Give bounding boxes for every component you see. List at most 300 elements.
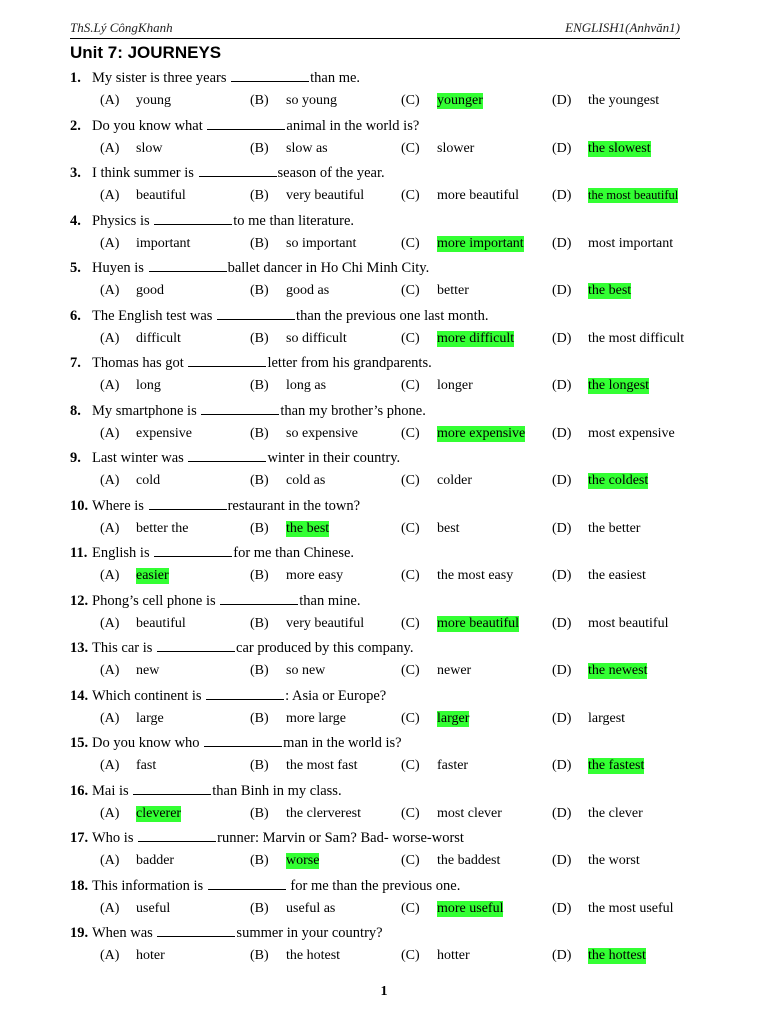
answer-option <box>100 426 192 442</box>
question-text-after-blank: restaurant in the town? <box>227 497 361 514</box>
option-text-highlighted: the longest <box>588 378 650 393</box>
answer-option <box>100 188 186 204</box>
option-letter: (A) <box>100 188 120 203</box>
option-letter: (C) <box>401 93 420 108</box>
option-letter: (C) <box>401 805 420 821</box>
option-text: large <box>136 710 164 726</box>
question-number: 1. <box>70 70 81 86</box>
option-text: slow as <box>286 140 328 156</box>
option-letter: (A) <box>100 710 120 726</box>
option-letter: (B) <box>250 473 269 488</box>
question-stem <box>70 545 354 562</box>
answer-blank <box>133 784 211 795</box>
option-letter: (C) <box>401 615 420 631</box>
question-text-after-blank: than my brother’s phone. <box>280 402 426 419</box>
answer-option <box>401 93 483 109</box>
author-name: ThS.Lý CôngKhanh <box>70 20 173 35</box>
question-number: 19. <box>70 925 89 941</box>
option-text: the youngest <box>588 93 660 108</box>
option-text: hoter <box>136 948 165 963</box>
answer-option <box>401 758 468 774</box>
answer-option <box>552 188 678 204</box>
option-letter: (D) <box>552 520 572 536</box>
course-name: ENGLISH1(Anhvăn1) <box>565 20 680 35</box>
option-letter: (A) <box>100 235 120 251</box>
answer-option <box>401 663 471 679</box>
option-letter: (D) <box>552 900 572 916</box>
question-text-after-blank: to me than literature. <box>233 212 355 229</box>
question-text-after-blank: than mine. <box>299 592 361 609</box>
answer-option <box>100 521 188 537</box>
option-text: colder <box>437 473 472 488</box>
answer-blank <box>217 309 295 320</box>
option-text: expensive <box>136 425 192 441</box>
question-stem <box>70 118 419 135</box>
answer-option <box>401 331 514 347</box>
answer-option <box>250 901 335 917</box>
question-number: 13. <box>70 640 89 656</box>
option-letter: (C) <box>401 378 420 393</box>
question-text-before-blank: Who is <box>92 830 138 846</box>
option-letter: (C) <box>401 425 420 441</box>
option-letter: (C) <box>401 520 420 536</box>
option-text: cold as <box>286 473 326 488</box>
option-letter: (B) <box>250 188 269 203</box>
answer-option <box>552 853 640 869</box>
answer-option <box>100 711 164 727</box>
answer-option <box>100 93 171 109</box>
answer-blank <box>208 879 286 890</box>
answer-option <box>552 616 669 632</box>
answer-option <box>250 948 340 964</box>
option-text: fast <box>136 758 157 773</box>
option-letter: (B) <box>250 568 269 583</box>
option-text: so important <box>286 235 357 251</box>
question-number: 5. <box>70 260 81 276</box>
answer-option <box>552 758 644 774</box>
answer-option <box>552 236 673 252</box>
answer-option <box>552 901 674 917</box>
option-letter: (B) <box>250 900 269 916</box>
question-text-before-blank: I think summer is <box>92 165 198 181</box>
option-text: the clerverest <box>286 805 362 821</box>
option-letter: (A) <box>100 568 120 583</box>
option-letter: (B) <box>250 520 269 536</box>
answer-option <box>250 758 358 774</box>
option-letter: (B) <box>250 663 269 678</box>
question-text-after-blank: animal in the world is? <box>286 117 420 134</box>
option-text-highlighted: more useful <box>437 900 504 916</box>
option-letter: (C) <box>401 853 420 868</box>
question-item <box>70 640 690 688</box>
question-item <box>70 308 690 356</box>
answer-blank <box>220 594 298 605</box>
option-letter: (C) <box>401 663 420 678</box>
answer-option <box>552 806 643 822</box>
question-item <box>70 118 690 166</box>
option-letter: (D) <box>552 378 572 393</box>
option-letter: (A) <box>100 378 120 393</box>
option-text: largest <box>588 710 626 726</box>
option-letter: (A) <box>100 853 120 868</box>
option-letter: (A) <box>100 805 120 821</box>
question-text-after-blank: man in the world is? <box>283 735 402 751</box>
answer-option <box>552 141 651 157</box>
option-text: long <box>136 378 161 393</box>
option-text: the worst <box>588 853 640 868</box>
answer-option <box>552 521 640 537</box>
answer-option <box>250 616 364 632</box>
option-letter: (D) <box>552 425 572 441</box>
question-number: 6. <box>70 307 81 324</box>
answer-option <box>401 806 502 822</box>
question-number: 15. <box>70 735 89 751</box>
option-letter: (D) <box>552 235 572 251</box>
question-text-before-blank: This information is <box>92 877 207 894</box>
question-text-before-blank: When was <box>92 925 157 941</box>
answer-option <box>250 93 337 109</box>
option-letter: (D) <box>552 473 572 488</box>
question-item <box>70 213 690 261</box>
question-text-before-blank: Which continent is <box>92 687 206 704</box>
option-text-highlighted: more important <box>437 235 524 251</box>
question-item <box>70 450 690 498</box>
option-text-highlighted: the slowest <box>588 140 651 156</box>
question-item <box>70 878 690 926</box>
question-stem <box>70 308 489 325</box>
answer-option <box>552 711 625 727</box>
question-text-before-blank: My sister is three years <box>92 70 231 86</box>
answer-blank <box>149 261 227 272</box>
option-letter: (A) <box>100 425 120 441</box>
answer-option <box>100 948 165 964</box>
question-stem <box>70 688 386 705</box>
answer-option <box>401 711 469 727</box>
answer-option <box>250 806 361 822</box>
option-letter: (D) <box>552 758 572 773</box>
answer-option <box>100 853 174 869</box>
answer-option <box>250 426 358 442</box>
option-text: most clever <box>437 805 502 821</box>
question-number: 7. <box>70 355 81 371</box>
option-letter: (D) <box>552 330 572 346</box>
question-item <box>70 925 690 973</box>
answer-option <box>401 378 473 394</box>
answer-option <box>250 236 356 252</box>
option-letter: (A) <box>100 900 120 916</box>
option-letter: (C) <box>401 235 420 251</box>
answer-blank <box>204 736 282 747</box>
question-text-before-blank: Physics is <box>92 212 154 229</box>
option-text-highlighted: easier <box>136 568 169 583</box>
answer-option <box>250 141 328 157</box>
question-text-before-blank: Phong’s cell phone is <box>92 592 220 609</box>
option-letter: (D) <box>552 948 572 963</box>
option-letter: (A) <box>100 140 120 156</box>
option-letter: (A) <box>100 330 120 346</box>
question-text-before-blank: Do you know who <box>92 735 204 751</box>
option-letter: (A) <box>100 473 120 488</box>
question-stem <box>70 830 464 847</box>
option-text: better <box>437 283 469 298</box>
question-text-before-blank: Do you know what <box>92 117 207 134</box>
question-item <box>70 403 690 451</box>
question-text-before-blank: My smartphone is <box>92 402 201 419</box>
question-item <box>70 498 690 546</box>
option-letter: (D) <box>552 710 572 726</box>
option-text: the most difficult <box>588 330 685 346</box>
question-number: 4. <box>70 212 81 229</box>
answer-blank <box>154 546 232 557</box>
option-text: so difficult <box>286 330 347 346</box>
answer-blank <box>207 119 285 130</box>
option-text: the clever <box>588 805 643 821</box>
answer-option <box>100 663 159 679</box>
question-text-after-blank: for me than Chinese. <box>233 545 355 561</box>
answer-blank <box>188 451 266 462</box>
option-letter: (D) <box>552 853 572 868</box>
question-text-before-blank: Last winter was <box>92 450 188 466</box>
question-text-after-blank: : Asia or Europe? <box>285 687 387 704</box>
option-text-highlighted: the coldest <box>588 473 649 488</box>
question-item <box>70 783 690 831</box>
answer-option <box>100 806 181 822</box>
option-text: slower <box>437 140 475 156</box>
answer-option <box>100 331 181 347</box>
answer-blank <box>157 641 235 652</box>
question-number: 16. <box>70 782 89 799</box>
question-item <box>70 593 690 641</box>
question-item <box>70 735 690 783</box>
answer-option <box>250 473 325 489</box>
option-letter: (B) <box>250 710 269 726</box>
option-letter: (D) <box>552 663 572 678</box>
question-number: 11. <box>70 545 88 561</box>
question-stem <box>70 593 361 610</box>
option-text: very beautiful <box>286 615 365 631</box>
answer-blank <box>201 404 279 415</box>
answer-option <box>552 568 646 584</box>
option-text: new <box>136 663 160 678</box>
answer-blank <box>231 71 309 82</box>
question-item <box>70 830 690 878</box>
question-stem <box>70 925 383 942</box>
option-text: most expensive <box>588 425 675 441</box>
question-text-after-blank: than Binh in my class. <box>212 782 342 799</box>
option-letter: (B) <box>250 853 269 868</box>
answer-option <box>401 948 470 964</box>
answer-option <box>552 426 675 442</box>
option-letter: (C) <box>401 568 420 583</box>
question-item <box>70 688 690 736</box>
question-number: 2. <box>70 117 81 134</box>
answer-option <box>250 711 346 727</box>
answer-blank <box>154 214 232 225</box>
option-text: the easiest <box>588 568 646 583</box>
question-text-before-blank: Where is <box>92 497 148 514</box>
option-text: the most easy <box>437 568 514 583</box>
answer-option <box>401 283 469 299</box>
question-number: 14. <box>70 687 89 704</box>
answer-option <box>552 663 647 679</box>
answer-option <box>552 283 631 299</box>
question-number: 9. <box>70 450 81 466</box>
question-stem <box>70 355 432 372</box>
option-text: beautiful <box>136 615 186 631</box>
option-letter: (C) <box>401 188 420 203</box>
question-text-before-blank: This car is <box>92 640 157 656</box>
option-text: best <box>437 520 460 536</box>
question-text-after-blank: than me. <box>310 70 361 86</box>
question-text-after-blank: for me than the previous one. <box>286 877 461 894</box>
question-text-after-blank: car produced by this company. <box>236 640 414 656</box>
question-text-after-blank: runner: Marvin or Sam? Bad- worse-worst <box>217 830 464 846</box>
answer-blank <box>138 831 216 842</box>
answer-option <box>250 568 343 584</box>
option-text-highlighted: younger <box>437 93 483 108</box>
answer-option <box>401 616 519 632</box>
question-text-before-blank: Huyen is <box>92 260 148 276</box>
question-item <box>70 70 690 118</box>
option-text: useful as <box>286 900 336 916</box>
question-text-after-blank: winter in their country. <box>267 450 401 466</box>
answer-option <box>552 331 684 347</box>
answer-option <box>552 93 659 109</box>
answer-option <box>250 853 319 869</box>
option-letter: (A) <box>100 663 120 678</box>
answer-option <box>250 188 364 204</box>
answer-option <box>552 473 648 489</box>
answer-option <box>401 853 500 869</box>
question-number: 10. <box>70 497 89 514</box>
option-letter: (C) <box>401 473 420 488</box>
option-letter: (B) <box>250 235 269 251</box>
option-text: better the <box>136 520 189 536</box>
question-stem <box>70 70 360 87</box>
page-number: 1 <box>380 984 388 999</box>
option-text: longer <box>437 378 473 393</box>
option-text-highlighted: more difficult <box>437 330 515 346</box>
option-text: more easy <box>286 568 344 583</box>
option-text-highlighted: the newest <box>588 663 648 678</box>
option-letter: (C) <box>401 140 420 156</box>
answer-option <box>100 378 161 394</box>
option-text: faster <box>437 758 469 773</box>
answer-option <box>401 426 525 442</box>
option-letter: (B) <box>250 283 269 298</box>
answer-option <box>401 473 472 489</box>
question-text-after-blank: ballet dancer in Ho Chi Minh City. <box>227 260 430 276</box>
option-text: the better <box>588 520 641 536</box>
option-text: useful <box>136 900 171 916</box>
option-text: more beautiful <box>437 188 520 203</box>
question-number: 17. <box>70 830 89 846</box>
option-letter: (D) <box>552 805 572 821</box>
option-letter: (C) <box>401 948 420 963</box>
answer-option <box>401 141 474 157</box>
option-letter: (A) <box>100 948 120 963</box>
question-number: 18. <box>70 877 89 894</box>
page-header <box>70 18 680 39</box>
answer-option <box>100 758 156 774</box>
question-stem <box>70 878 460 895</box>
answer-option <box>250 283 329 299</box>
option-text: most beautiful <box>588 615 669 631</box>
option-letter: (D) <box>552 283 572 298</box>
option-text: so young <box>286 93 337 108</box>
option-letter: (B) <box>250 378 269 393</box>
option-text-highlighted: the hottest <box>588 948 646 963</box>
answer-blank <box>149 499 227 510</box>
answer-option <box>100 473 160 489</box>
option-text: more large <box>286 710 346 726</box>
option-letter: (A) <box>100 520 120 536</box>
question-item <box>70 545 690 593</box>
option-text: cold <box>136 473 161 488</box>
answer-blank <box>157 926 235 937</box>
question-item <box>70 165 690 213</box>
answer-option <box>100 616 186 632</box>
option-letter: (B) <box>250 948 269 963</box>
answer-option <box>552 378 649 394</box>
option-letter: (B) <box>250 93 269 108</box>
question-stem <box>70 498 360 515</box>
question-text-after-blank: than the previous one last month. <box>296 307 489 324</box>
option-text: good <box>136 283 164 298</box>
option-text: difficult <box>136 330 181 346</box>
option-text: the most useful <box>588 900 674 916</box>
question-text-before-blank: Mai is <box>92 782 133 799</box>
answer-option <box>401 188 519 204</box>
question-stem <box>70 735 402 752</box>
question-stem <box>70 403 426 420</box>
option-letter: (D) <box>552 140 572 156</box>
option-text: important <box>136 235 191 251</box>
answer-blank <box>206 689 284 700</box>
option-text: very beautiful <box>286 188 365 203</box>
option-letter: (D) <box>552 568 572 583</box>
option-text: badder <box>136 853 175 868</box>
option-text: good as <box>286 283 330 298</box>
option-text: young <box>136 93 171 108</box>
answer-option <box>401 901 503 917</box>
question-stem <box>70 165 385 182</box>
option-text: the baddest <box>437 853 501 868</box>
option-text-highlighted: the most beautiful <box>588 188 679 202</box>
answer-option <box>401 521 460 537</box>
option-letter: (C) <box>401 710 420 726</box>
answer-option <box>552 948 646 964</box>
answer-option <box>100 141 162 157</box>
option-letter: (A) <box>100 615 120 631</box>
option-text-highlighted: the best <box>588 283 632 298</box>
question-text-after-blank: season of the year. <box>277 165 385 181</box>
option-text-highlighted: worse <box>286 853 320 868</box>
option-text: long as <box>286 378 327 393</box>
option-letter: (C) <box>401 330 420 346</box>
answer-option <box>401 568 513 584</box>
question-item <box>70 355 690 403</box>
option-text: so expensive <box>286 425 358 441</box>
question-stem <box>70 450 400 467</box>
option-text-highlighted: more beautiful <box>437 615 520 631</box>
option-text: beautiful <box>136 188 186 203</box>
option-letter: (B) <box>250 805 269 821</box>
answer-option <box>250 521 329 537</box>
answer-blank <box>199 166 277 177</box>
unit-title: Unit 7: JOURNEYS <box>70 43 222 62</box>
question-stem <box>70 783 342 800</box>
